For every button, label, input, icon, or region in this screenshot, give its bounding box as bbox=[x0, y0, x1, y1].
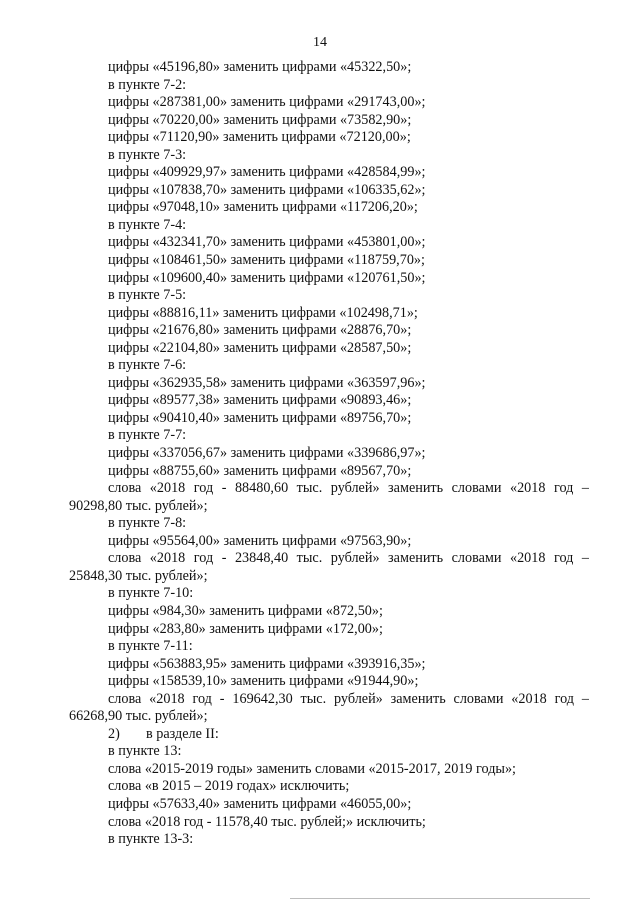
line-text: цифры «70220,00» заменить цифрами «73582,90»; bbox=[108, 111, 412, 128]
line-text: цифры «409929,97» заменить цифрами «428584,99»; bbox=[108, 164, 426, 181]
line-text: в пункте 13: bbox=[108, 743, 182, 760]
line-text: цифры «89577,38» заменить цифрами «90893,46»; bbox=[108, 392, 412, 409]
text-line bbox=[69, 94, 589, 112]
text-line bbox=[69, 392, 589, 410]
text-line bbox=[69, 199, 589, 217]
line-text: цифры «984,30» заменить цифрами «872,50»; bbox=[108, 602, 383, 619]
text-line bbox=[69, 585, 589, 603]
text-line bbox=[69, 340, 589, 358]
line-text: цифры «21676,80» заменить цифрами «28876,70»; bbox=[108, 322, 412, 339]
text-line bbox=[69, 673, 589, 691]
line-text: цифры «22104,80» заменить цифрами «28587,50»; bbox=[108, 339, 412, 356]
text-line bbox=[69, 638, 589, 656]
text-line bbox=[69, 480, 589, 498]
line-text: цифры «432341,70» заменить цифрами «453801,00»; bbox=[108, 234, 426, 251]
line-text: цифры «362935,58» заменить цифрами «363597,96»; bbox=[108, 374, 426, 391]
text-line bbox=[69, 252, 589, 270]
text-line bbox=[69, 708, 589, 726]
line-text: цифры «57633,40» заменить цифрами «46055,00»; bbox=[108, 795, 412, 812]
line-text: цифры «337056,67» заменить цифрами «339686,97»; bbox=[108, 445, 426, 462]
line-text: цифры «97048,10» заменить цифрами «117206,20»; bbox=[108, 199, 418, 216]
text-line bbox=[69, 656, 589, 674]
line-text: цифры «107838,70» заменить цифрами «106335,62»; bbox=[108, 181, 426, 198]
page-number: 14 bbox=[313, 35, 327, 50]
line-text: в пункте 7-10: bbox=[108, 585, 194, 602]
text-line bbox=[69, 498, 589, 516]
text-line bbox=[69, 515, 589, 533]
document-body bbox=[69, 59, 589, 849]
text-line bbox=[69, 427, 589, 445]
line-text: 90298,80 тыс. рублей»; bbox=[69, 497, 208, 514]
text-line bbox=[69, 164, 589, 182]
text-line bbox=[69, 182, 589, 200]
text-line bbox=[69, 621, 589, 639]
text-line bbox=[69, 814, 589, 832]
line-text: слова «2018 год - 11578,40 тыс. рублей;» исключить; bbox=[108, 813, 426, 830]
line-text: слова «2015-2019 годы» заменить словами «2015-2017, 2019 годы»; bbox=[108, 760, 516, 777]
text-line bbox=[69, 761, 589, 779]
line-text: слова «2018 год - 88480,60 тыс. рублей» заменить словами «2018 год – bbox=[108, 480, 589, 497]
line-text: в пункте 13-3: bbox=[108, 831, 194, 848]
text-line bbox=[69, 445, 589, 463]
line-text: в пункте 7-7: bbox=[108, 427, 187, 444]
text-line bbox=[69, 129, 589, 147]
text-line bbox=[69, 603, 589, 621]
line-text: слова «2018 год - 23848,40 тыс. рублей» заменить словами «2018 год – bbox=[108, 550, 589, 567]
text-line bbox=[69, 743, 589, 761]
text-line bbox=[69, 77, 589, 95]
line-text: цифры «88816,11» заменить цифрами «102498,71»; bbox=[108, 304, 418, 321]
text-line bbox=[69, 59, 589, 77]
text-line bbox=[69, 463, 589, 481]
text-line bbox=[69, 112, 589, 130]
line-text: в пункте 7-2: bbox=[108, 76, 187, 93]
bottom-edge-line bbox=[290, 898, 590, 899]
text-line bbox=[69, 375, 589, 393]
text-line bbox=[69, 691, 589, 709]
line-text: 25848,30 тыс. рублей»; bbox=[69, 567, 208, 584]
line-text: цифры «71120,90» заменить цифрами «72120,00»; bbox=[108, 129, 411, 146]
text-line bbox=[69, 778, 589, 796]
text-line bbox=[69, 796, 589, 814]
line-text: цифры «287381,00» заменить цифрами «291743,00»; bbox=[108, 94, 426, 111]
line-text: цифры «109600,40» заменить цифрами «120761,50»; bbox=[108, 269, 426, 286]
line-text: цифры «283,80» заменить цифрами «172,00»; bbox=[108, 620, 383, 637]
text-line bbox=[69, 270, 589, 288]
text-line bbox=[69, 322, 589, 340]
line-text: в пункте 7-3: bbox=[108, 146, 187, 163]
text-line bbox=[69, 410, 589, 428]
line-text: цифры «95564,00» заменить цифрами «97563,90»; bbox=[108, 532, 412, 549]
line-text: цифры «158539,10» заменить цифрами «91944,90»; bbox=[108, 673, 419, 690]
line-text: цифры «563883,95» заменить цифрами «393916,35»; bbox=[108, 655, 426, 672]
text-line bbox=[69, 234, 589, 252]
text-line bbox=[69, 147, 589, 165]
line-text: в пункте 7-8: bbox=[108, 515, 187, 532]
line-text: в пункте 7-6: bbox=[108, 357, 187, 374]
text-line bbox=[69, 305, 589, 323]
text-line bbox=[69, 726, 589, 744]
line-text: цифры «108461,50» заменить цифрами «118759,70»; bbox=[108, 252, 425, 269]
text-line bbox=[69, 357, 589, 375]
line-text: цифры «45196,80» заменить цифрами «45322,50»; bbox=[108, 59, 412, 75]
text-line bbox=[69, 831, 589, 849]
line-text: цифры «88755,60» заменить цифрами «89567,70»; bbox=[108, 462, 412, 479]
line-text: в пункте 7-5: bbox=[108, 287, 187, 304]
list-number: 2) bbox=[108, 725, 120, 742]
line-text: в пункте 7-11: bbox=[108, 638, 193, 655]
line-text: в разделе II: bbox=[146, 725, 219, 742]
text-line bbox=[69, 217, 589, 235]
text-line bbox=[69, 287, 589, 305]
line-text: слова «в 2015 – 2019 годах» исключить; bbox=[108, 778, 350, 795]
line-text: слова «2018 год - 169642,30 тыс. рублей» заменить словами «2018 год – bbox=[108, 690, 589, 707]
line-text: цифры «90410,40» заменить цифрами «89756,70»; bbox=[108, 409, 412, 426]
text-line bbox=[69, 550, 589, 568]
line-text: в пункте 7-4: bbox=[108, 216, 187, 233]
line-text: 66268,90 тыс. рублей»; bbox=[69, 708, 208, 725]
text-line bbox=[69, 568, 589, 586]
text-line bbox=[69, 533, 589, 551]
